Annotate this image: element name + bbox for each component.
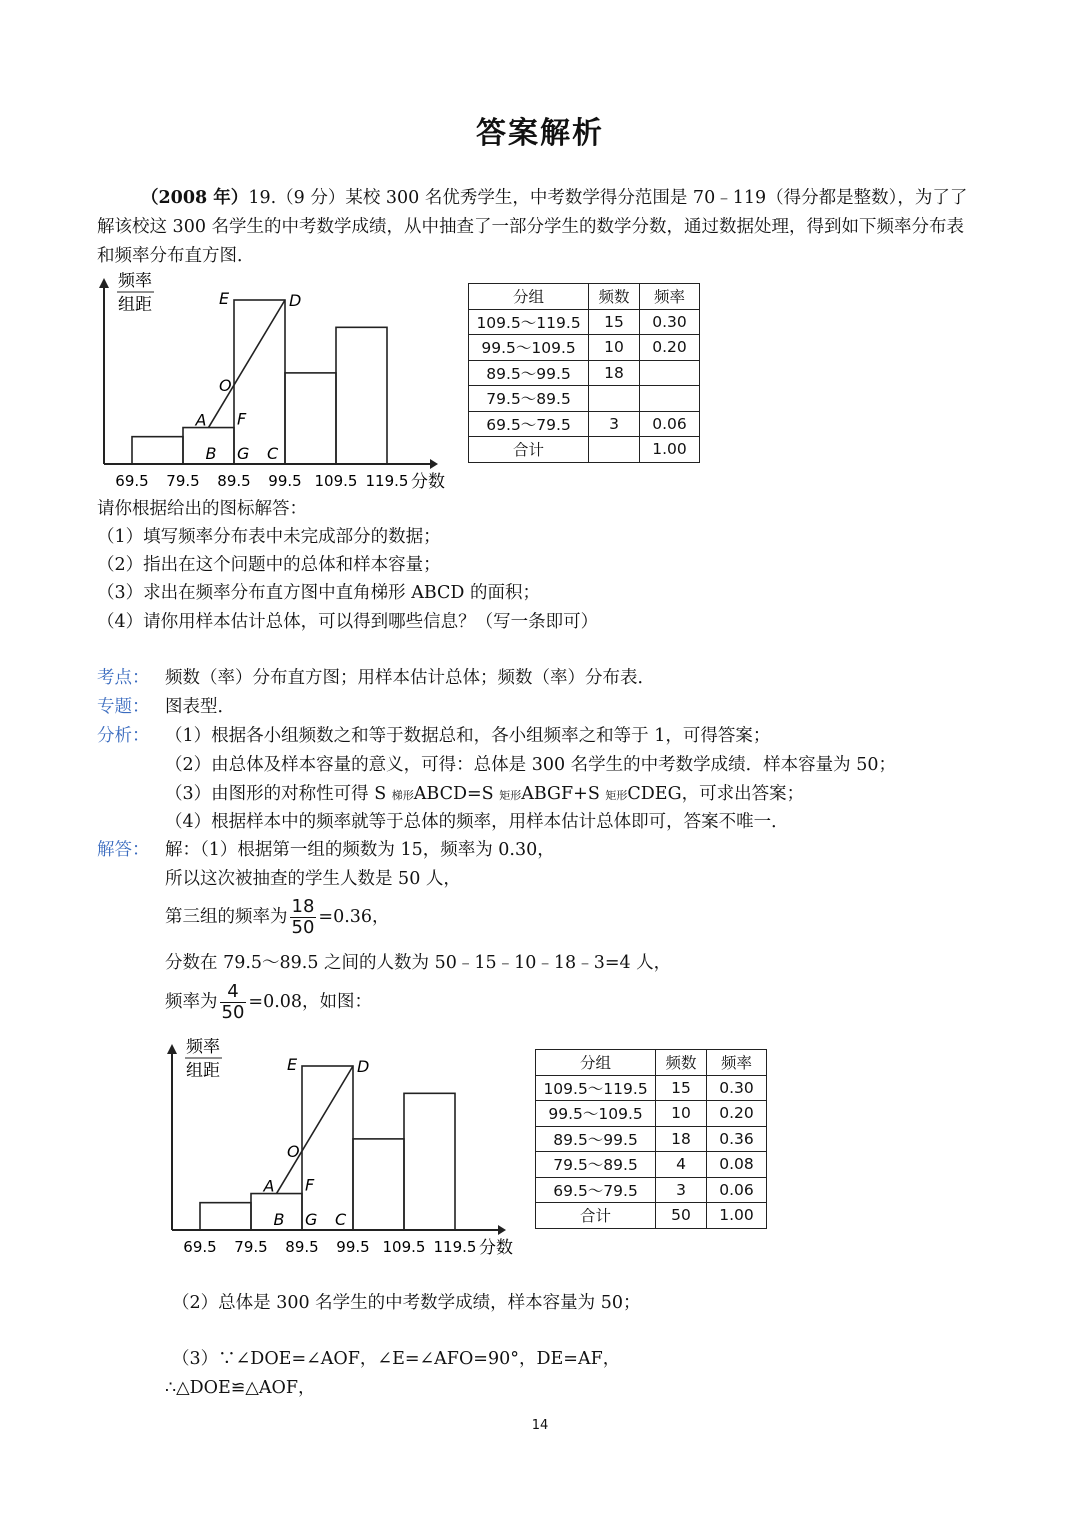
jieda-label: 解答： — [97, 840, 150, 860]
table-row — [469, 309, 700, 335]
table-cell: 0.06 — [639, 411, 699, 437]
table-cell: 1.00 — [706, 1203, 766, 1229]
solution-line-3: 第三组的频率为 $\frac{18}{50}$ =0.36， — [165, 896, 390, 938]
kaodian-text: 频数（率）分布直方图；用样本估计总体；频数（率）分布表． — [165, 668, 655, 688]
table-row — [536, 1075, 767, 1101]
point-label-D: D — [289, 291, 302, 310]
question-3: （3）求出在频率分布直方图中直角梯形 ABCD 的面积； — [97, 583, 541, 603]
table-cell: 69.5～79.5 — [469, 411, 589, 437]
y-axis-label-top: 频率 — [118, 272, 152, 291]
zhuanti-text: 图表型． — [165, 697, 235, 717]
page-title: 答案解析 — [476, 116, 604, 151]
zhuanti-label: 专题： — [97, 697, 150, 717]
table-cell: 0.06 — [706, 1177, 766, 1203]
histogram-bar — [302, 1066, 353, 1230]
table-cell: 79.5～89.5 — [469, 386, 589, 412]
point-label-F: F — [305, 1175, 315, 1195]
point-label-C: C — [267, 444, 279, 463]
histogram-bar — [234, 300, 285, 464]
y-axis-label-top: 频率 — [186, 1038, 220, 1057]
point-label-G: G — [305, 1210, 318, 1229]
table-cell: 89.5～99.5 — [469, 360, 589, 386]
table-cell — [589, 437, 640, 463]
table-cell: 合计 — [536, 1203, 656, 1229]
point-label-O: O — [219, 376, 232, 396]
table-cell: 69.5～79.5 — [536, 1177, 656, 1203]
x-tick-label: 69.5 — [183, 1238, 217, 1256]
x-axis-label: 分数 — [411, 472, 445, 492]
fenxi-4: （4）根据样本中的频率就等于总体的频率，用样本估计总体即可，答案不唯一． — [165, 812, 789, 832]
year-tag: （2008 年） — [141, 188, 249, 208]
table-cell: 4 — [656, 1152, 707, 1178]
histogram-bar — [404, 1093, 455, 1230]
table-cell: 50 — [656, 1203, 707, 1229]
histogram-2 — [160, 1038, 520, 1258]
table-cell: 合计 — [469, 437, 589, 463]
table-cell: 15 — [589, 309, 640, 335]
point-label-A: A — [263, 1176, 275, 1196]
table-cell: 0.36 — [706, 1126, 766, 1152]
x-tick-label: 109.5 — [382, 1238, 426, 1256]
table-cell: 10 — [656, 1101, 707, 1127]
histogram-bar — [132, 437, 183, 464]
table-cell: 3 — [589, 411, 640, 437]
point-label-E: E — [219, 289, 230, 308]
table-cell: 10 — [589, 335, 640, 361]
x-tick-label: 119.5 — [433, 1238, 477, 1256]
x-tick-label: 99.5 — [268, 472, 302, 490]
x-tick-label: 89.5 — [285, 1238, 319, 1256]
x-tick-label: 119.5 — [365, 472, 409, 490]
prompt-text: 请你根据给出的图标解答： — [97, 499, 307, 519]
table-header-cell: 频率 — [639, 284, 699, 310]
y-axis-arrow — [167, 1044, 177, 1054]
y-axis-label-bottom: 组距 — [186, 1061, 220, 1081]
x-tick-label: 79.5 — [166, 472, 200, 490]
diagonal-AD — [209, 300, 286, 428]
table-cell: 18 — [656, 1126, 707, 1152]
table-cell: 0.30 — [639, 309, 699, 335]
solution-line-2: 所以这次被抽查的学生人数是 50 人， — [165, 869, 461, 889]
question-2: （2）指出在这个问题中的总体和样本容量； — [97, 555, 441, 575]
page-number: 14 — [531, 1418, 549, 1433]
x-tick-label: 99.5 — [336, 1238, 370, 1256]
table-cell: 99.5～109.5 — [536, 1101, 656, 1127]
fraction-4-50: $\frac{4}{50}$ — [221, 981, 245, 1023]
point-label-A: A — [195, 410, 207, 430]
kaodian-label: 考点： — [97, 668, 150, 688]
table-cell: 1.00 — [639, 437, 699, 463]
table-header-cell: 频数 — [589, 284, 640, 310]
table-row — [469, 437, 700, 463]
fenxi-3: （3）由图形的对称性可得 S 梯形ABCD=S 矩形ABGF+S 矩形CDEG，可求出答案； — [165, 784, 805, 804]
table-header-cell: 分组 — [536, 1050, 656, 1076]
table-cell — [639, 360, 699, 386]
table-row — [469, 360, 700, 386]
table-cell: 109.5～119.5 — [536, 1075, 656, 1101]
solution-line-1: 解：（1）根据第一组的频数为 15，频率为 0.30， — [165, 840, 555, 860]
point-label-B: B — [205, 444, 217, 463]
x-tick-label: 89.5 — [217, 472, 251, 490]
x-tick-label: 79.5 — [234, 1238, 268, 1256]
histogram-bar — [353, 1139, 404, 1230]
point-label-C: C — [335, 1210, 347, 1229]
table-header-cell: 频率 — [706, 1050, 766, 1076]
table-cell — [639, 386, 699, 412]
table-cell: 79.5～89.5 — [536, 1152, 656, 1178]
table-row — [536, 1101, 767, 1127]
solution-line-5: 频率为 $\frac{4}{50}$ =0.08，如图： — [165, 981, 373, 1023]
table-header-row — [469, 284, 700, 310]
problem-body: 19.（9 分）某校 300 名优秀学生，中考数学得分范围是 70﹣119（得分都是整数），为了了解该校这 300 名学生的中考数学成绩，从中抽查了一部分学生的数学分数，通过数据处理，得到如下频率分布表和频率分布直方图． — [97, 188, 968, 266]
question-4: （4）请你用样本估计总体，可以得到哪些信息？（写一条即可） — [97, 612, 599, 632]
y-axis-label-bottom: 组距 — [118, 295, 152, 315]
histogram-bar — [200, 1203, 251, 1230]
table-cell: 109.5～119.5 — [469, 309, 589, 335]
table-header-cell: 分组 — [469, 284, 589, 310]
table-cell: 18 — [589, 360, 640, 386]
point-label-F: F — [237, 409, 247, 429]
histogram-bar — [336, 327, 387, 464]
fenxi-2: （2）由总体及样本容量的意义，可得：总体是 300 名学生的中考数学成绩．样本容量为 50； — [165, 755, 896, 775]
frequency-table-1 — [468, 283, 700, 463]
x-axis-label: 分数 — [479, 1238, 513, 1258]
table-cell: 0.20 — [639, 335, 699, 361]
fraction-18-50: $\frac{18}{50}$ — [291, 896, 315, 938]
x-axis-arrow — [430, 459, 438, 469]
point-label-D: D — [357, 1057, 370, 1076]
table-cell: 0.08 — [706, 1152, 766, 1178]
table-cell: 89.5～99.5 — [536, 1126, 656, 1152]
table-cell: 99.5～109.5 — [469, 335, 589, 361]
frequency-table-2 — [535, 1049, 767, 1229]
table-row — [536, 1126, 767, 1152]
table-cell — [589, 386, 640, 412]
point-label-B: B — [273, 1210, 285, 1229]
point-label-E: E — [287, 1055, 298, 1074]
table-row — [536, 1177, 767, 1203]
fenxi-label: 分析： — [97, 726, 150, 746]
table-header-cell: 频数 — [656, 1050, 707, 1076]
histogram-1 — [92, 272, 452, 492]
fenxi-1: （1）根据各小组频数之和等于数据总和，各小组频率之和等于 1，可得答案； — [165, 726, 771, 746]
table-cell: 15 — [656, 1075, 707, 1101]
y-axis-arrow — [99, 278, 109, 288]
x-axis-arrow — [498, 1225, 506, 1235]
histogram-bar — [285, 373, 336, 464]
problem-text — [97, 184, 977, 271]
table-row — [469, 335, 700, 361]
table-cell: 0.20 — [706, 1101, 766, 1127]
point-label-G: G — [237, 444, 250, 463]
solution-line-8: ∴△DOE≌△AOF， — [165, 1378, 316, 1398]
table-row — [536, 1152, 767, 1178]
x-tick-label: 69.5 — [115, 472, 149, 490]
question-1: （1）填写频率分布表中未完成部分的数据； — [97, 527, 441, 547]
table-header-row — [536, 1050, 767, 1076]
solution-line-7: （3）∵∠DOE=∠AOF，∠E=∠AFO=90°，DE=AF， — [172, 1349, 621, 1369]
diagonal-AD — [277, 1066, 354, 1194]
table-cell: 0.30 — [706, 1075, 766, 1101]
table-row — [469, 411, 700, 437]
x-tick-label: 109.5 — [314, 472, 358, 490]
table-row — [469, 386, 700, 412]
table-row — [536, 1203, 767, 1229]
solution-line-4: 分数在 79.5～89.5 之间的人数为 50﹣15﹣10﹣18﹣3=4 人， — [165, 953, 672, 973]
solution-line-6: （2）总体是 300 名学生的中考数学成绩，样本容量为 50； — [172, 1293, 641, 1313]
point-label-O: O — [287, 1142, 300, 1162]
table-cell: 3 — [656, 1177, 707, 1203]
